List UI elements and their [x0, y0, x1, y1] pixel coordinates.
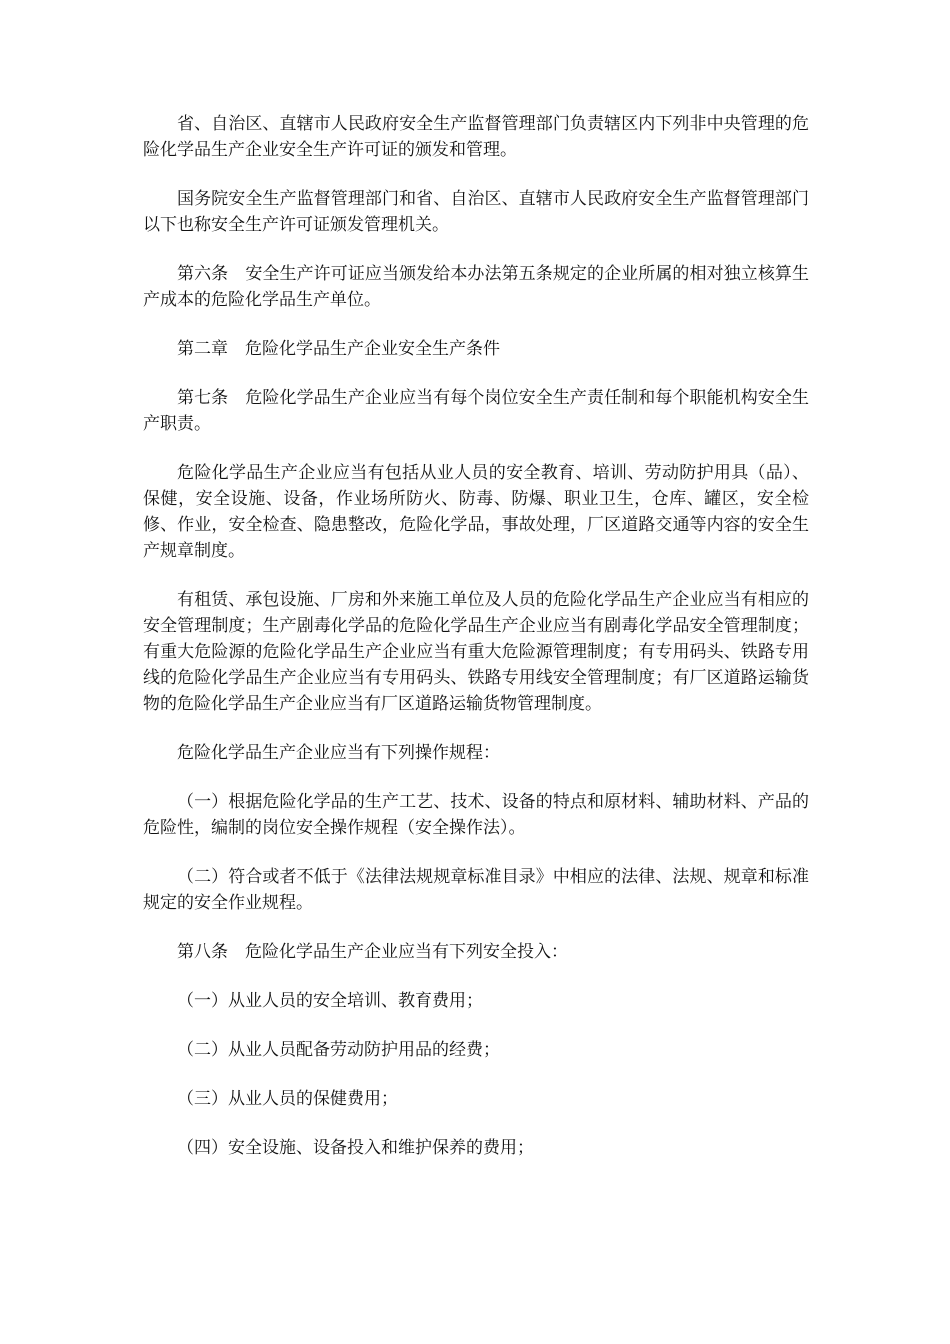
document-body: [143, 111, 809, 1184]
chapter-heading-2: 第二章 危险化学品生产企业安全生产条件: [177, 339, 500, 359]
list-item-investment-3: （三）从业人员的保健费用；: [177, 1089, 398, 1109]
list-item-investment-1: （一）从业人员的安全培训、教育费用；: [177, 991, 483, 1011]
list-item-procedure-2: （二）符合或者不低于《法律法规规章标准目录》中相应的法律、法规、规章和标准规定的安全作业规程。: [143, 867, 809, 913]
paragraph-operating-procedures: 危险化学品生产企业应当有下列操作规程：: [177, 743, 500, 763]
list-item-procedure-1: （一）根据危险化学品的生产工艺、技术、设备的特点和原材料、辅助材料、产品的危险性，编制的岗位安全操作规程（安全操作法）。: [143, 792, 809, 838]
paragraph-safety-rules: 危险化学品生产企业应当有包括从业人员的安全教育、培训、劳动防护用具（品）、保健，安全设施、设备，作业场所防火、防毒、防爆、职业卫生，仓库、罐区，安全检修、作业，安全检查、隐患整改，危险化学品，事故处理，厂区道路交通等内容的安全生产规章制度。: [143, 463, 809, 561]
paragraph-issuing-authority: 国务院安全生产监督管理部门和省、自治区、直辖市人民政府安全生产监督管理部门以下也称安全生产许可证颁发管理机关。: [143, 189, 809, 235]
paragraph-article-8: 第八条 危险化学品生产企业应当有下列安全投入：: [177, 942, 568, 962]
list-item-investment-2: （二）从业人员配备劳动防护用品的经费；: [177, 1040, 500, 1060]
paragraph-management-systems: 有租赁、承包设施、厂房和外来施工单位及人员的危险化学品生产企业应当有相应的安全管理制度；生产剧毒化学品的危险化学品生产企业应当有剧毒化学品安全管理制度；有重大危险源的危险化学品生产企业应当有重大危险源管理制度；有专用码头、铁路专用线的危险化学品生产企业应当有专用码头、铁路专用线安全管理制度；有厂区道路运输货物的危险化学品生产企业应当有厂区道路运输货物管理制度。: [143, 590, 809, 714]
list-item-investment-4: （四）安全设施、设备投入和维护保养的费用；: [177, 1138, 534, 1158]
paragraph-provincial-authority: 省、自治区、直辖市人民政府安全生产监督管理部门负责辖区内下列非中央管理的危险化学品生产企业安全生产许可证的颁发和管理。: [143, 114, 809, 160]
paragraph-article-6: 第六条 安全生产许可证应当颁发给本办法第五条规定的企业所属的相对独立核算生产成本的危险化学品生产单位。: [143, 264, 809, 310]
paragraph-article-7: 第七条 危险化学品生产企业应当有每个岗位安全生产责任制和每个职能机构安全生产职责。: [143, 388, 809, 434]
